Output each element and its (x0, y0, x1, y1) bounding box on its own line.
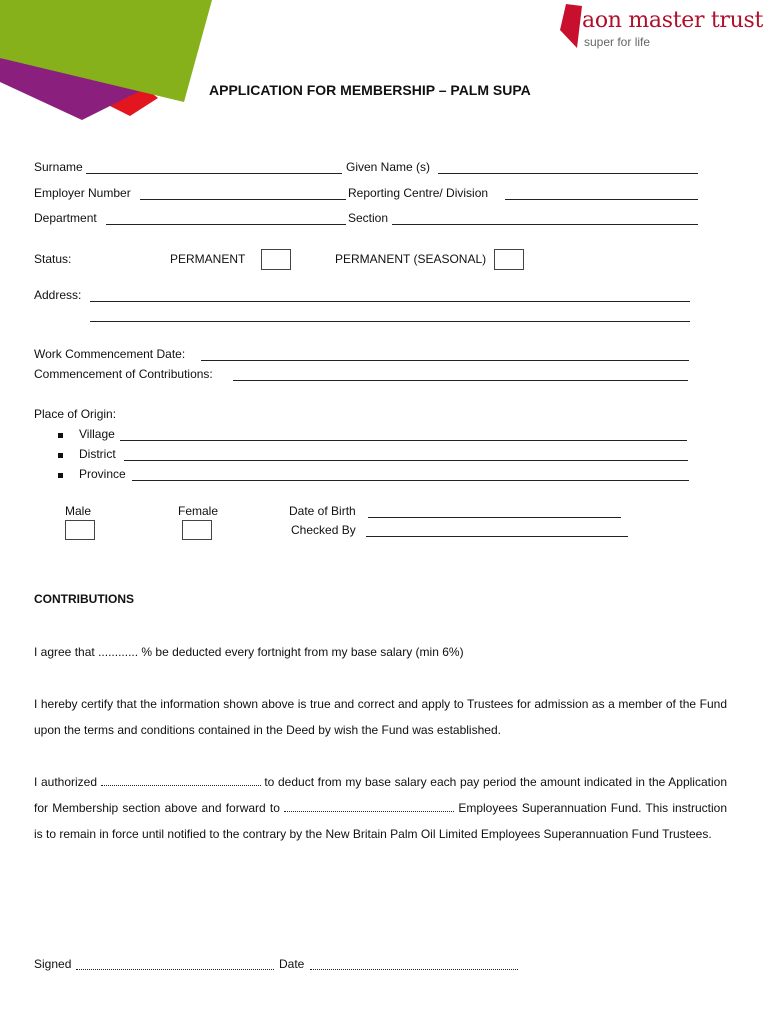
permanent-seasonal-label: PERMANENT (SEASONAL) (335, 252, 487, 266)
male-checkbox[interactable] (65, 520, 95, 540)
logo (560, 4, 765, 50)
permanent-checkbox[interactable] (261, 249, 291, 270)
work-commencement-field[interactable] (201, 360, 689, 361)
agree-statement (34, 645, 464, 659)
female-checkbox[interactable] (182, 520, 212, 540)
certify-statement: I hereby certify that the information shown above is true and correct and apply to Trustees for admission as a member of the Fund upon the terms and conditions contained in the Deed by wish the Fund was established. (34, 697, 727, 737)
contributions-heading: CONTRIBUTIONS (34, 592, 134, 606)
village-label: Village (79, 427, 115, 441)
commencement-contributions-label: Commencement of Contributions: (34, 367, 213, 381)
forward-to-field[interactable] (284, 802, 454, 812)
place-of-origin-label: Place of Origin: (34, 407, 117, 421)
address-line-1[interactable] (90, 301, 690, 302)
province-field[interactable] (132, 480, 689, 481)
agree-percent-field[interactable]: ............ (98, 645, 139, 659)
checked-by-field[interactable] (366, 536, 628, 537)
surname-field[interactable] (86, 173, 342, 174)
authorization-statement (34, 769, 727, 847)
reporting-centre-label: Reporting Centre/ Division (348, 186, 489, 200)
agree-suffix: % be deducted every fortnight from my base salary (min 6%) (141, 645, 464, 659)
village-field[interactable] (120, 440, 687, 441)
district-label: District (79, 447, 116, 461)
logo-tagline: super for life (584, 35, 651, 49)
authorized-employer-field[interactable] (101, 776, 261, 786)
reporting-centre-field[interactable] (505, 199, 698, 200)
province-label: Province (79, 467, 126, 481)
bullet-icon (58, 453, 63, 458)
permanent-label: PERMANENT (170, 252, 246, 266)
address-line-2[interactable] (90, 321, 690, 322)
district-field[interactable] (124, 460, 688, 461)
signed-field[interactable] (76, 969, 274, 970)
header-graphic (0, 0, 220, 125)
bullet-icon (58, 473, 63, 478)
section-label: Section (348, 211, 389, 225)
section-field[interactable] (392, 224, 698, 225)
date-of-birth-field[interactable] (368, 517, 621, 518)
male-label: Male (65, 504, 92, 518)
bullet-icon (58, 433, 63, 438)
logo-wordmark: aon master trust (582, 8, 764, 33)
surname-label: Surname (34, 160, 83, 174)
checked-by-label: Checked By (291, 523, 356, 537)
agree-prefix: I agree that (34, 645, 95, 659)
authorized-suffix: Employees Superannuation Fund. This instruction is to remain in force until notified to the contrary by the New Britain Palm Oil Limited Employees Superannuation Fund Trustees. (34, 801, 728, 841)
employer-number-label: Employer Number (34, 186, 131, 200)
date-label: Date (279, 957, 305, 971)
authorized-prefix: I authorized (34, 775, 98, 789)
permanent-seasonal-checkbox[interactable] (494, 249, 524, 270)
department-field[interactable] (106, 224, 346, 225)
date-field[interactable] (310, 969, 518, 970)
work-commencement-label: Work Commencement Date: (34, 347, 186, 361)
department-label: Department (34, 211, 97, 225)
status-label: Status: (34, 252, 72, 266)
female-label: Female (178, 504, 219, 518)
employer-number-field[interactable] (140, 199, 346, 200)
signed-label: Signed (34, 957, 72, 971)
given-name-field[interactable] (438, 173, 698, 174)
form-title: APPLICATION FOR MEMBERSHIP – PALM SUPA (209, 82, 531, 98)
given-name-label: Given Name (s) (346, 160, 431, 174)
date-of-birth-label: Date of Birth (289, 504, 356, 518)
logo-mark (560, 4, 582, 48)
authorized-middle: to deduct from my base salary each pay period the amount indicated in the Application for Membership section above and forward to (34, 775, 727, 815)
address-label: Address: (34, 288, 82, 302)
commencement-contributions-field[interactable] (233, 380, 688, 381)
